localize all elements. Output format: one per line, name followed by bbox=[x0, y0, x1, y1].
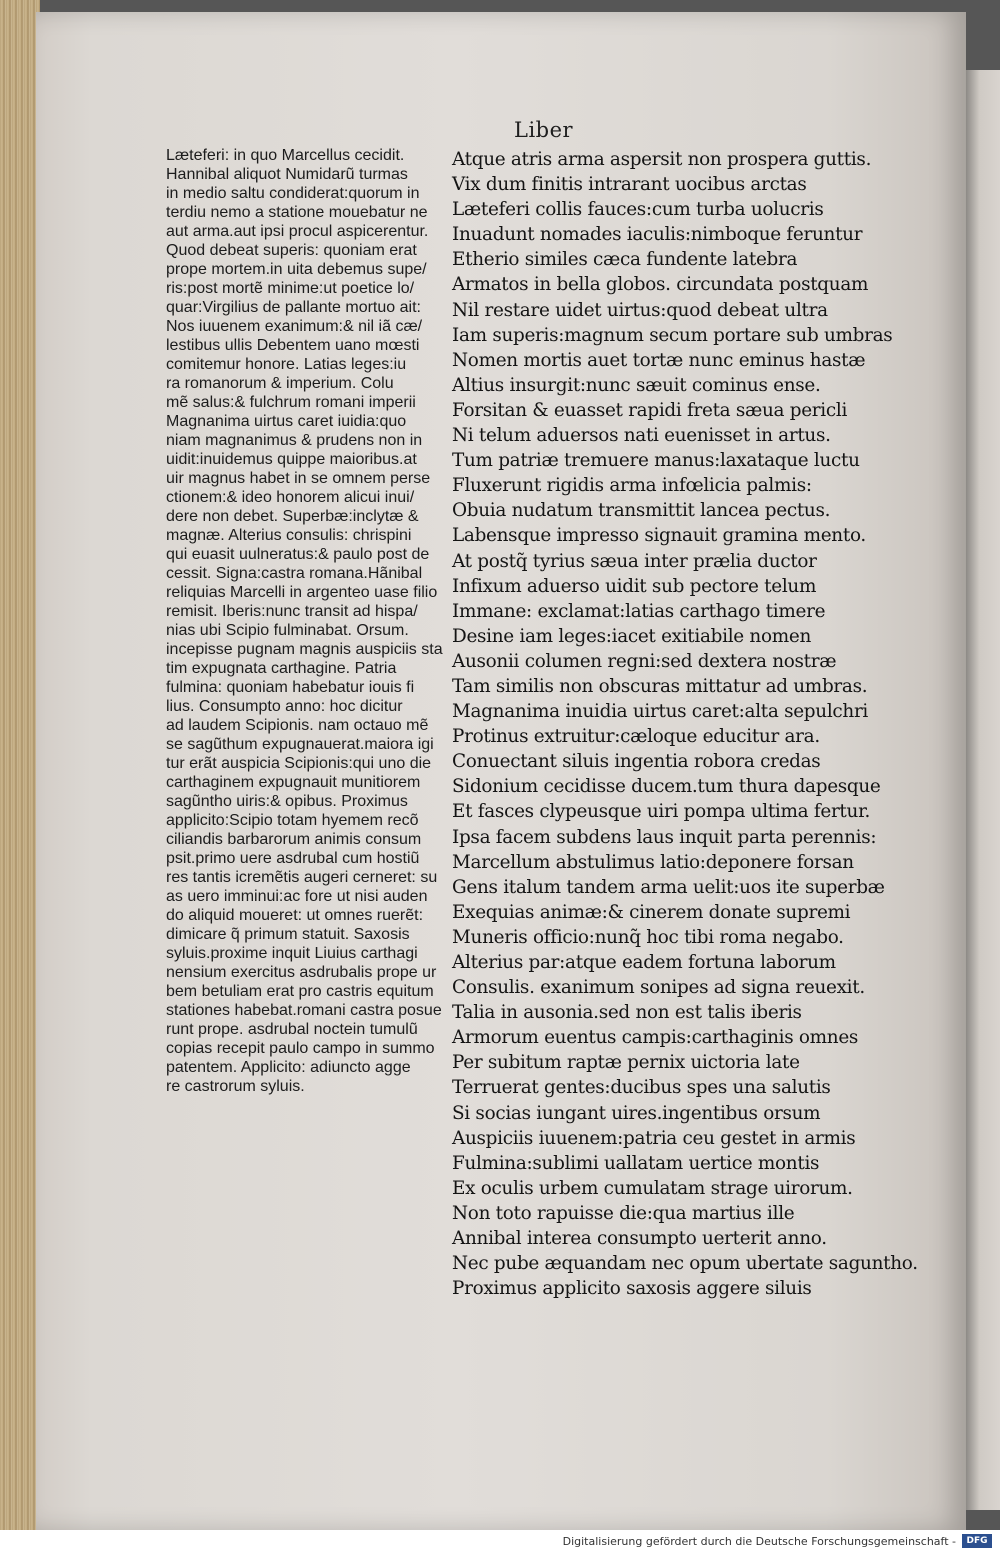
commentary-line: Hannibal aliquot Numidarũ turmas bbox=[166, 166, 408, 183]
verse-line: Etherio similes cæca fundente latebra bbox=[452, 249, 798, 271]
verse-line: At postq̃ tyrius sæua inter prælia ductor bbox=[452, 550, 817, 572]
verse-line: Per subitum raptæ pernix uictoria late bbox=[452, 1052, 800, 1074]
commentary-line: applicito:Scipio totam hyemem recõ bbox=[166, 812, 419, 829]
commentary-line: nensium exercitus asdrubalis prope ur bbox=[166, 964, 437, 981]
commentary-line: incepisse pugnam magnis auspiciis sta bbox=[166, 641, 443, 658]
verse-line: Gens italum tandem arma uelit:uos ite superbæ bbox=[452, 876, 885, 898]
verse-line: Ni telum aduersos nati euenisset in artus. bbox=[452, 425, 831, 447]
verse-line: Immane: exclamat:latias carthago timere bbox=[452, 600, 826, 622]
commentary-line: tur erãt auspicia Scipionis:qui uno die bbox=[166, 755, 432, 772]
verse-line: Conuectant siluis ingentia robora credas bbox=[452, 751, 821, 773]
dfg-logo: DFG bbox=[962, 1534, 992, 1548]
commentary-line: bem betuliam erat pro castris equitum bbox=[166, 983, 434, 1000]
verse-line: Ex oculis urbem cumulatam strage uirorum. bbox=[452, 1177, 853, 1199]
commentary-column bbox=[166, 146, 446, 1096]
verse-line: Obuia nudatum transmittit lancea pectus. bbox=[452, 500, 831, 522]
book-edge bbox=[0, 0, 40, 1530]
commentary-line: stationes habebat.romani castra posue bbox=[166, 1002, 442, 1019]
verse-line: Iam superis:magnum secum portare sub umbras bbox=[452, 324, 893, 346]
verse-line: Atque atris arma aspersit non prospera guttis. bbox=[452, 149, 872, 170]
commentary-line: nias ubi Scipio fulminabat. Orsum. bbox=[166, 622, 409, 639]
commentary-line: ciliandis barbarorum animis consum bbox=[166, 831, 422, 848]
commentary-line: Nos iuuenem exanimum:& nil iã cæ/ bbox=[166, 318, 423, 335]
footer-bar bbox=[0, 1530, 1000, 1553]
verse-column bbox=[452, 147, 918, 1301]
commentary-line: quar:Virgilius de pallante mortuo ait: bbox=[166, 299, 421, 316]
commentary-line: reliquias Marcelli in argenteo uase filio bbox=[166, 584, 438, 601]
commentary-line: ris:post mortẽ minime:ut poetice lo/ bbox=[166, 280, 415, 297]
verse-line: Sidonium cecidisse ducem.tum thura dapesque bbox=[452, 776, 881, 798]
commentary-line: terdiu nemo a statione mouebatur ne bbox=[166, 204, 428, 221]
verse-line: Forsitan & euasset rapidi freta sæua pericli bbox=[452, 399, 848, 421]
funding-notice: Digitalisierung gefördert durch die Deutsche Forschungsgemeinschaft - bbox=[562, 1535, 956, 1548]
commentary-line: mẽ salus:& fulchrum romani imperii bbox=[166, 394, 416, 411]
verse-line: Læteferi collis fauces:cum turba uolucris bbox=[452, 199, 824, 221]
adjacent-leaf bbox=[966, 70, 1000, 1510]
commentary-line: runt prope. asdrubal noctein tumulũ bbox=[166, 1021, 418, 1038]
commentary-line: dimicare q̃ primum statuit. Saxosis bbox=[166, 926, 410, 943]
verse-line: Si socias iungant uires.ingentibus orsum bbox=[452, 1102, 821, 1124]
commentary-line: carthaginem expugnauit munitiorem bbox=[166, 774, 421, 791]
commentary-line: ctionem:& ideo honorem alicui inui/ bbox=[166, 489, 415, 506]
commentary-line: remisit. Iberis:nunc transit ad hispa/ bbox=[166, 603, 418, 620]
verse-line: Armatos in bella globos. circundata postquam bbox=[452, 274, 869, 296]
verse-line: Fulmina:sublimi uallatam uertice montis bbox=[452, 1152, 820, 1174]
verse-line: Tam similis non obscuras mittatur ad umbras. bbox=[452, 675, 868, 697]
commentary-line: comitemur honore. Latias leges:iu bbox=[166, 356, 407, 373]
commentary-line: magnæ. Alterius consulis: chrispini bbox=[166, 527, 412, 544]
commentary-line: lestibus ullis Debentem uano mœsti bbox=[166, 337, 420, 354]
verse-line: Marcellum abstulimus latio:deponere forsan bbox=[452, 851, 854, 873]
verse-line: Tum patriæ tremuere manus:laxataque luctu bbox=[452, 450, 860, 472]
commentary-line: dere non debet. Superbæ:inclytæ & bbox=[166, 508, 419, 525]
verse-line: Consulis. exanimum sonipes ad signa reuexit. bbox=[452, 977, 865, 999]
verse-line: Auspiciis iuuenem:patria ceu gestet in armis bbox=[452, 1127, 856, 1149]
verse-line: Annibal interea consumpto uerterit anno. bbox=[452, 1228, 827, 1250]
commentary-line: niam magnanimus & prudens non in bbox=[166, 432, 423, 449]
verse-line: Nec pube æquandam nec opum ubertate saguntho. bbox=[452, 1253, 918, 1275]
verse-line: Non toto rapuisse die:qua martius ille bbox=[452, 1202, 795, 1224]
verse-line: Desine iam leges:iacet exitiabile nomen bbox=[452, 625, 811, 647]
commentary-line: Quod debeat superis: quoniam erat bbox=[166, 242, 417, 259]
verse-line: Protinus extruitur:cæloque educitur ara. bbox=[452, 726, 820, 748]
verse-line: Altius insurgit:nunc sæuit cominus ense. bbox=[452, 374, 821, 396]
commentary-line: uir magnus habet in se omnem perse bbox=[166, 470, 431, 487]
running-header: Liber bbox=[514, 118, 574, 142]
verse-line: Infixum aduerso uidit sub pectore telum bbox=[452, 575, 817, 597]
verse-line: Terruerat gentes:ducibus spes una salutis bbox=[452, 1077, 831, 1099]
verse-line: Inuadunt nomades iaculis:nimboque feruntur bbox=[452, 224, 863, 246]
commentary-line: copias recepit paulo campo in summo bbox=[166, 1040, 435, 1057]
commentary-line: prope mortem.in uita debemus supe/ bbox=[166, 261, 427, 278]
commentary-line: patentem. Applicito: adiuncto agge bbox=[166, 1059, 411, 1076]
verse-line: Labensque impresso signauit gramina mento. bbox=[452, 525, 866, 547]
commentary-line: res tantis icremẽtis augeri cerneret: su bbox=[166, 869, 438, 886]
commentary-line: se sagũthum expugnauerat.maiora igi bbox=[166, 736, 434, 753]
commentary-line: ad laudem Scipionis. nam octauo mẽ bbox=[166, 717, 429, 734]
commentary-line: syluis.proxime inquit Liuius carthagi bbox=[166, 945, 418, 962]
verse-line: Talia in ausonia.sed non est talis iberis bbox=[452, 1002, 802, 1024]
commentary-line: fulmina: quoniam habebatur iouis fi bbox=[166, 679, 415, 696]
commentary-line: tim expugnata carthagine. Patria bbox=[166, 660, 397, 677]
commentary-line: re castrorum syluis. bbox=[166, 1078, 305, 1095]
commentary-line: in medio saltu condiderat:quorum in bbox=[166, 185, 420, 202]
verse-line: Fluxerunt rigidis arma infœlicia palmis: bbox=[452, 475, 812, 497]
verse-line: Nil restare uidet uirtus:quod debeat ultra bbox=[452, 299, 828, 321]
commentary-line: cessit. Signa:castra romana.Hãnibal bbox=[166, 565, 423, 582]
verse-line: Exequias animæ:& cinerem donate supremi bbox=[452, 901, 851, 923]
verse-line: Nomen mortis auet tortæ nunc eminus hastæ bbox=[452, 349, 866, 371]
show-through-text bbox=[870, 100, 966, 1400]
verse-line: Magnanima inuidia uirtus caret:alta sepulchri bbox=[452, 701, 869, 723]
commentary-line: uidit:inuidemus quippe maioribus.at bbox=[166, 451, 417, 468]
verse-line: Proximus applicito saxosis aggere siluis bbox=[452, 1278, 812, 1300]
commentary-line: Magnanima uirtus caret iuidia:quo bbox=[166, 413, 407, 430]
verse-line: Armorum euentus campis:carthaginis omnes bbox=[452, 1027, 859, 1049]
commentary-line: qui euasit uulneratus:& paulo post de bbox=[166, 546, 430, 563]
verse-line: Ausonii columen regni:sed dextera nostræ bbox=[452, 650, 837, 672]
verse-line: Vix dum finitis intrarant uocibus arctas bbox=[452, 174, 807, 196]
verse-line: Alterius par:atque eadem fortuna laborum bbox=[452, 952, 836, 973]
commentary-line: Læteferi: in quo Marcellus cecidit. bbox=[166, 147, 405, 164]
commentary-line: do aliquid moueret: ut omnes ruerẽt: bbox=[166, 907, 424, 924]
commentary-line: ra romanorum & imperium. Colu bbox=[166, 375, 394, 392]
commentary-line: aut arma.aut ipsi procul aspicerentur. bbox=[166, 223, 429, 240]
verse-line: Et fasces clypeusque uiri pompa ultima fertur. bbox=[452, 801, 871, 823]
commentary-line: sagũntho uiris:& opibus. Proximus bbox=[166, 793, 408, 810]
commentary-line: as uero imminui:ac fore ut nisi auden bbox=[166, 888, 428, 905]
commentary-line: psit.primo uere asdrubal cum hostiũ bbox=[166, 850, 420, 867]
verse-line: Muneris officio:nunq̃ hoc tibi roma negabo. bbox=[452, 926, 844, 948]
commentary-line: lius. Consumpto anno: hoc dicitur bbox=[166, 698, 403, 715]
verse-line: Ipsa facem subdens laus inquit parta perennis: bbox=[452, 826, 877, 848]
